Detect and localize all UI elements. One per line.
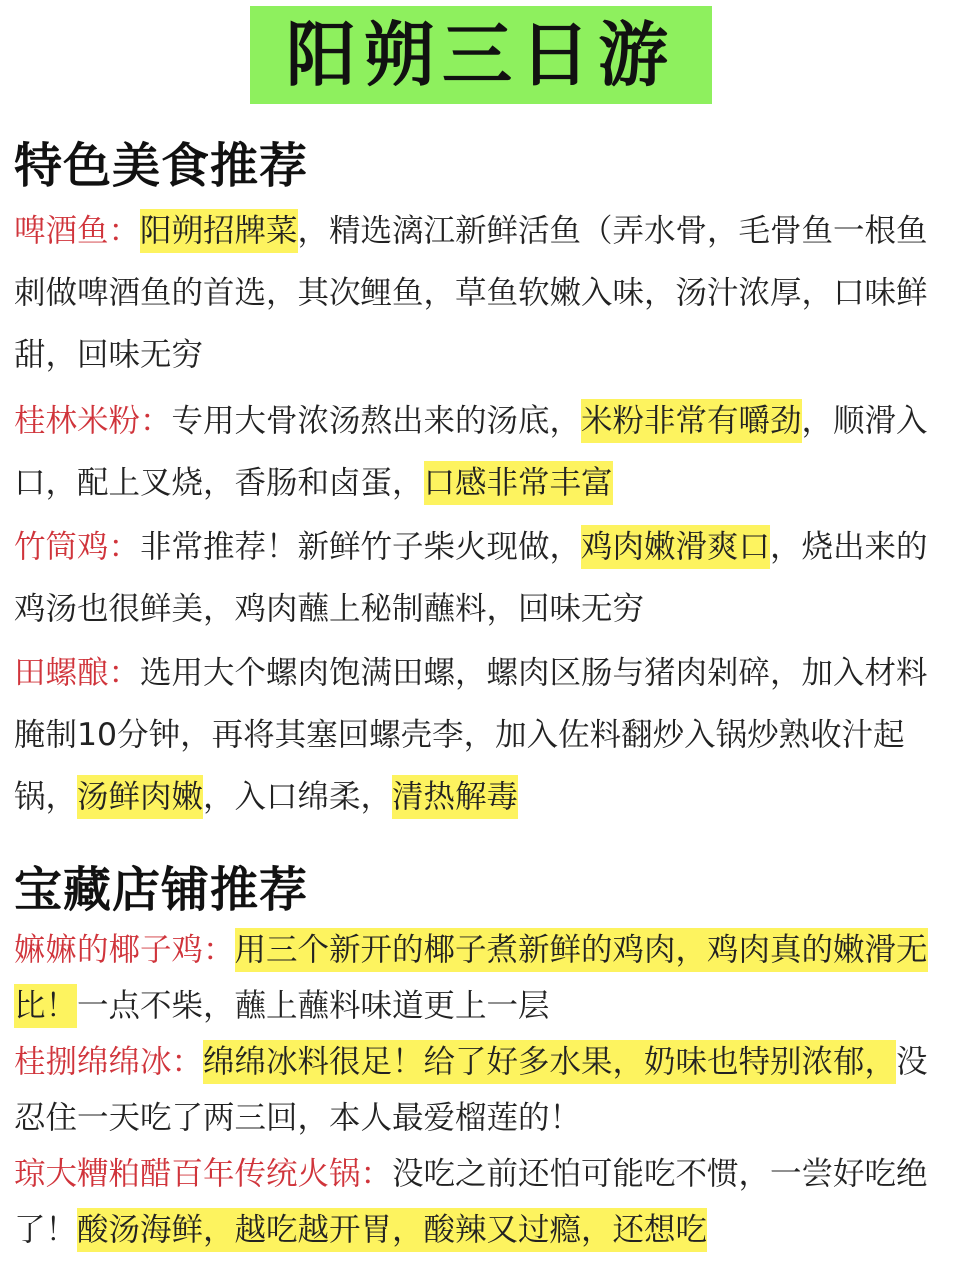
item-text: 没吃之前还怕可能吃不惯，一尝好吃绝了！ — [14, 1156, 928, 1248]
food-item-guilin-rice-noodle — [14, 390, 934, 514]
item-text: 选用大个螺肉饱满田螺，螺肉区肠与猪肉剁碎，加入材料腌制10分钟，再将其塞回螺壳李，加入佐料翻炒入锅炒熟收汁起锅， — [14, 655, 928, 815]
shop-item-shaved-ice — [14, 1034, 934, 1146]
item-label: 琼大糟粕醋百年传统火锅： — [14, 1156, 393, 1192]
title-banner — [250, 6, 712, 104]
item-text: 专用大骨浓汤熬出来的汤底， — [171, 403, 582, 439]
food-item-stuffed-snail — [14, 642, 934, 828]
item-text: ，入口绵柔， — [203, 779, 393, 815]
food-item-bamboo-chicken — [14, 516, 934, 640]
item-label: 嫲嫲的椰子鸡： — [14, 932, 235, 968]
food-section-heading: 特色美食推荐 — [14, 138, 309, 194]
highlight-text: 用三个新开的椰子煮新鲜的鸡肉，鸡肉真的嫩滑无比！ — [14, 928, 928, 1028]
item-text: ，顺滑入口，配上叉烧，香肠和卤蛋， — [14, 403, 928, 501]
item-label: 桂林米粉： — [14, 403, 172, 439]
item-text: 非常推荐！新鲜竹子柴火现做， — [140, 529, 582, 565]
highlight-text: 酸汤海鲜，越吃越开胃，酸辣又过瘾，还想吃 — [77, 1208, 707, 1252]
highlight-text: 鸡肉嫩滑爽口 — [581, 525, 770, 569]
item-text: 一点不柴，蘸上蘸料味道更上一层 — [77, 988, 550, 1024]
page-title: 阳朔三日游 — [286, 14, 676, 96]
highlight-text: 阳朔招牌菜 — [140, 209, 298, 253]
item-label: 啤酒鱼： — [14, 213, 141, 249]
highlight-text: 汤鲜肉嫩 — [77, 775, 203, 819]
highlight-text: 米粉非常有嚼劲 — [581, 399, 802, 443]
item-text: 没忍住一天吃了两三回，本人最爱榴莲的！ — [14, 1044, 928, 1136]
shop-item-coconut-chicken — [14, 922, 934, 1034]
highlight-text: 口感非常丰富 — [424, 461, 613, 505]
food-item-beer-fish — [14, 200, 934, 386]
item-text: ，烧出来的鸡汤也很鲜美，鸡肉蘸上秘制蘸料，回味无穷 — [14, 529, 928, 627]
highlight-text: 清热解毒 — [392, 775, 518, 819]
item-label: 桂捌绵绵冰： — [14, 1044, 204, 1080]
item-label: 竹筒鸡： — [14, 529, 141, 565]
item-label: 田螺酿： — [14, 655, 141, 691]
item-text: ，精选漓江新鲜活鱼（弄水骨，毛骨鱼一根鱼刺做啤酒鱼的首选，其次鲤鱼，草鱼软嫩入味，汤汁浓厚，口味鲜甜，回味无穷 — [14, 213, 928, 373]
shops-section-heading: 宝藏店铺推荐 — [14, 862, 309, 918]
shop-item-hotpot — [14, 1146, 934, 1258]
highlight-text: 绵绵冰料很足！给了好多水果，奶味也特别浓郁， — [203, 1040, 896, 1084]
